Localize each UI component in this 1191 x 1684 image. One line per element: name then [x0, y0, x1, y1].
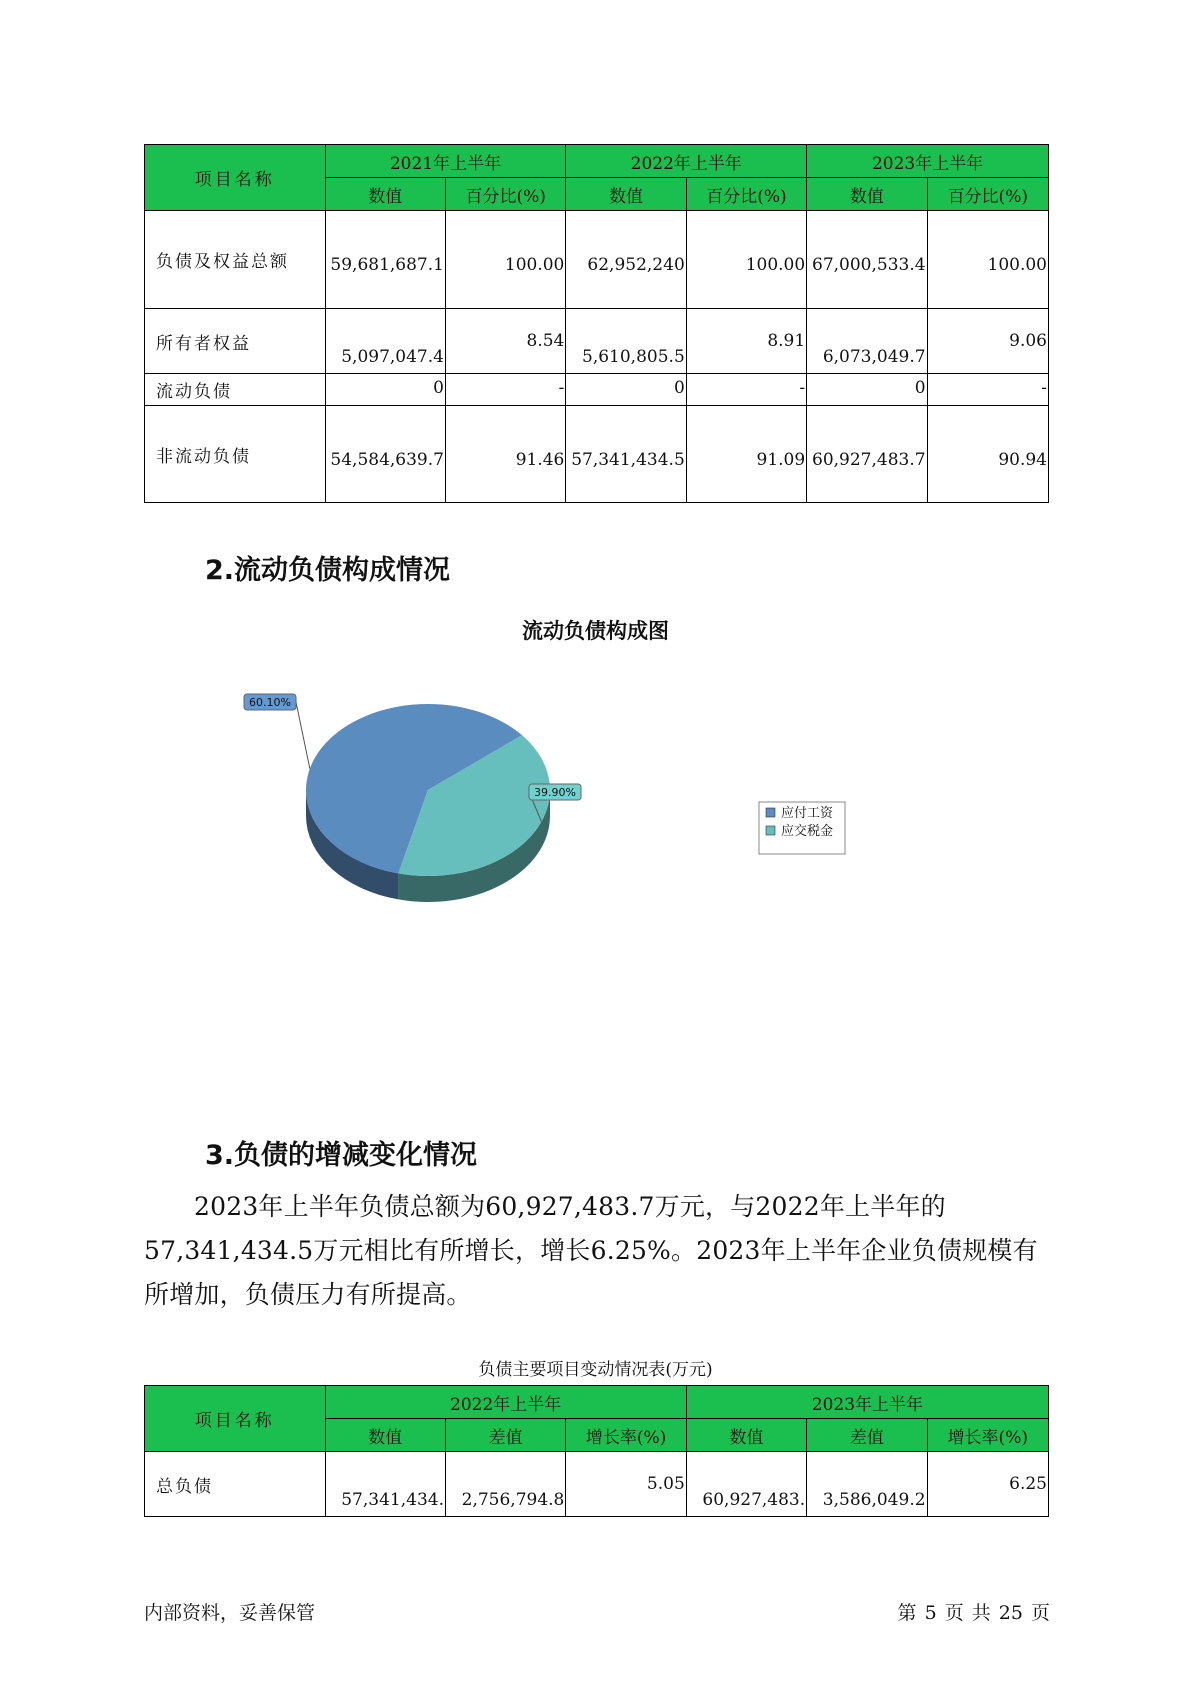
header-value: 数值 [807, 178, 927, 211]
legend-swatch [766, 826, 775, 835]
legend-label: 应付工资 [781, 806, 834, 821]
cell-value: 57,341,434. [325, 1452, 445, 1517]
cell-value: 6,073,049.7 [807, 309, 927, 374]
cell-percent: 8.91 [686, 309, 806, 374]
header-year-2021: 2021年上半年 [325, 145, 566, 178]
header-growth-rate: 增长率(%) [927, 1419, 1048, 1452]
header-growth-rate: 增长率(%) [566, 1419, 686, 1452]
table-caption: 负债主要项目变动情况表(万元) [478, 1360, 713, 1380]
cell-difference: 3,586,049.2 [807, 1452, 927, 1517]
cell-value: 60,927,483. [686, 1452, 806, 1517]
row-label: 总负债 [145, 1452, 326, 1517]
legend-swatch [766, 808, 775, 817]
cell-value: 62,952,240 [566, 211, 686, 309]
cell-percent: - [445, 374, 565, 406]
legend-label: 应交税金 [781, 824, 834, 839]
cell-percent: 100.00 [927, 211, 1048, 309]
header-year-2022: 2022年上半年 [325, 1386, 686, 1419]
header-year-2023: 2023年上半年 [807, 145, 1049, 178]
chart-title: 流动负债构成图 [522, 619, 669, 643]
row-label: 流动负债 [145, 374, 326, 406]
data-label-leader [296, 702, 310, 769]
header-value: 数值 [566, 178, 686, 211]
cell-percent: 8.54 [445, 309, 565, 374]
cell-value: 0 [325, 374, 445, 406]
cell-percent: 91.09 [686, 406, 806, 503]
cell-value: 5,097,047.4 [325, 309, 445, 374]
header-percent: 百分比(%) [927, 178, 1048, 211]
cell-percent: 91.46 [445, 406, 565, 503]
header-year-2023: 2023年上半年 [686, 1386, 1048, 1419]
cell-percent: - [686, 374, 806, 406]
header-difference: 差值 [445, 1419, 565, 1452]
header-value: 数值 [325, 178, 445, 211]
header-value: 数值 [325, 1419, 445, 1452]
header-year-2022: 2022年上半年 [566, 145, 807, 178]
cell-value: 57,341,434.5 [566, 406, 686, 503]
cell-growth-rate: 5.05 [566, 1452, 686, 1517]
analysis-paragraph: 2023年上半年负债总额为60,927,483.7万元，与2022年上半年的57,341,434.5万元相比有所增长，增长6.25%。2023年上半年企业负债规模有所增加，负债压力有所提高。 [144, 1192, 1038, 1309]
row-label: 所有者权益 [145, 309, 326, 374]
header-percent: 百分比(%) [686, 178, 806, 211]
table-row [145, 309, 1049, 374]
table-row [145, 374, 1049, 406]
header-percent: 百分比(%) [445, 178, 565, 211]
cell-growth-rate: 6.25 [927, 1452, 1048, 1517]
cell-value: 5,610,805.5 [566, 309, 686, 374]
data-label: 39.90% [534, 786, 576, 799]
data-label: 60.10% [249, 696, 291, 709]
cell-percent: - [927, 374, 1048, 406]
cell-value: 0 [566, 374, 686, 406]
cell-value: 54,584,639.7 [325, 406, 445, 503]
table-row [145, 211, 1049, 309]
cell-difference: 2,756,794.8 [445, 1452, 565, 1517]
row-label: 非流动负债 [145, 406, 326, 503]
pie-chart [0, 690, 1191, 930]
cell-percent: 100.00 [686, 211, 806, 309]
footer-confidential: 内部资料，妥善保管 [144, 1602, 316, 1624]
cell-value: 0 [807, 374, 927, 406]
cell-percent: 9.06 [927, 309, 1048, 374]
cell-value: 60,927,483.7 [807, 406, 927, 503]
section-3-heading: 3.负债的增减变化情况 [205, 1140, 478, 1171]
balance-structure-table [144, 144, 1049, 503]
header-value: 数值 [686, 1419, 806, 1452]
liability-change-table [144, 1385, 1049, 1517]
header-item-name: 项目名称 [145, 145, 326, 211]
row-label: 负债及权益总额 [145, 211, 326, 309]
footer-page-number: 第 5 页 共 25 页 [897, 1602, 1050, 1624]
cell-value: 59,681,687.1 [325, 211, 445, 309]
cell-percent: 100.00 [445, 211, 565, 309]
cell-value: 67,000,533.4 [807, 211, 927, 309]
section-2-heading: 2.流动负债构成情况 [205, 555, 451, 586]
header-item-name: 项目名称 [145, 1386, 326, 1452]
header-difference: 差值 [807, 1419, 927, 1452]
cell-percent: 90.94 [927, 406, 1048, 503]
table-row [145, 1452, 1049, 1517]
table-row [145, 406, 1049, 503]
